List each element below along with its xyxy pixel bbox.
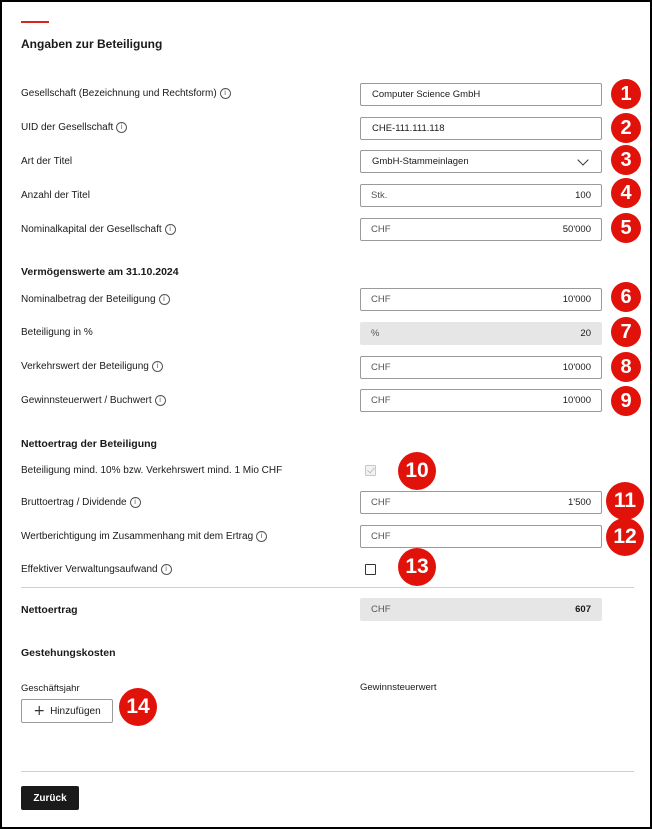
title-type-label: Art der Titel — [21, 156, 73, 167]
badge-2: 2 — [611, 113, 641, 143]
badge-10: 10 — [398, 452, 436, 490]
info-icon[interactable]: i — [116, 122, 127, 133]
badge-9: 9 — [611, 386, 641, 416]
plus-icon: + — [33, 703, 46, 719]
badge-6: 6 — [611, 282, 641, 312]
tax-value-column-header: Gewinnsteuerwert — [360, 682, 437, 693]
badge-11: 11 — [606, 482, 644, 520]
nominal-amount-input[interactable]: CHF 10'000 — [360, 288, 602, 311]
net-income-total-label: Nettoertrag — [21, 604, 78, 616]
title-count-input[interactable]: Stk. 100 — [360, 184, 602, 207]
chevron-down-icon — [577, 154, 588, 165]
badge-5: 5 — [611, 213, 641, 243]
tax-value-label: Gewinnsteuerwert / Buchwert i — [21, 395, 166, 406]
info-icon[interactable]: i — [155, 395, 166, 406]
info-icon[interactable]: i — [159, 294, 170, 305]
admin-expense-label: Effektiver Verwaltungsaufwand i — [21, 564, 172, 575]
badge-13: 13 — [398, 548, 436, 586]
writedown-input[interactable]: CHF — [360, 525, 602, 548]
badge-14: 14 — [119, 688, 157, 726]
writedown-label: Wertberichtigung im Zusammenhang mit dem Ertrag i — [21, 531, 267, 542]
net-income-total-field: CHF 607 — [360, 598, 602, 621]
uid-label: UID der Gesellschaft i — [21, 122, 127, 133]
info-icon[interactable]: i — [152, 361, 163, 372]
market-value-input[interactable]: CHF 10'000 — [360, 356, 602, 379]
page-title: Angaben zur Beteiligung — [21, 37, 163, 51]
assets-section-title: Vermögenswerte am 31.10.2024 — [21, 266, 179, 278]
tax-value-input[interactable]: CHF 10'000 — [360, 389, 602, 412]
badge-7: 7 — [611, 317, 641, 347]
minimum-participation-checkbox — [365, 465, 376, 476]
title-type-select[interactable]: GmbH-Stammeinlagen — [360, 150, 602, 173]
minimum-participation-label: Beteiligung mind. 10% bzw. Verkehrswert mind. 1 Mio CHF — [21, 465, 283, 476]
nominal-capital-input[interactable]: CHF 50'000 — [360, 218, 602, 241]
info-icon[interactable]: i — [256, 531, 267, 542]
gross-income-input[interactable]: CHF 1'500 — [360, 491, 602, 514]
info-icon[interactable]: i — [130, 497, 141, 508]
gross-income-label: Bruttoertrag / Dividende i — [21, 497, 141, 508]
fiscal-year-column-header: Geschäftsjahr — [21, 683, 80, 694]
info-icon[interactable]: i — [165, 224, 176, 235]
participation-percent-field: % 20 — [360, 322, 602, 345]
badge-3: 3 — [611, 145, 641, 175]
badge-12: 12 — [606, 518, 644, 556]
participation-percent-label: Beteiligung in % — [21, 327, 93, 338]
badge-1: 1 — [611, 79, 641, 109]
divider — [21, 587, 634, 588]
back-button[interactable]: Zurück — [21, 786, 79, 810]
costs-section-title: Gestehungskosten — [21, 647, 116, 659]
divider — [21, 771, 634, 772]
accent-bar — [21, 21, 49, 23]
uid-input[interactable]: CHE-111.111.118 — [360, 117, 602, 140]
badge-8: 8 — [611, 352, 641, 382]
info-icon[interactable]: i — [220, 88, 231, 99]
nominal-amount-label: Nominalbetrag der Beteiligung i — [21, 294, 170, 305]
info-icon[interactable]: i — [161, 564, 172, 575]
nominal-capital-label: Nominalkapital der Gesellschaft i — [21, 224, 176, 235]
market-value-label: Verkehrswert der Beteiligung i — [21, 361, 163, 372]
company-name-label: Gesellschaft (Bezeichnung und Rechtsform) i — [21, 88, 231, 99]
check-icon — [367, 466, 375, 474]
add-button[interactable]: + Hinzufügen — [21, 699, 113, 723]
admin-expense-checkbox[interactable] — [365, 564, 376, 575]
net-income-section-title: Nettoertrag der Beteiligung — [21, 438, 157, 450]
company-name-input[interactable]: Computer Science GmbH — [360, 83, 602, 106]
badge-4: 4 — [611, 178, 641, 208]
title-count-label: Anzahl der Titel — [21, 190, 90, 201]
